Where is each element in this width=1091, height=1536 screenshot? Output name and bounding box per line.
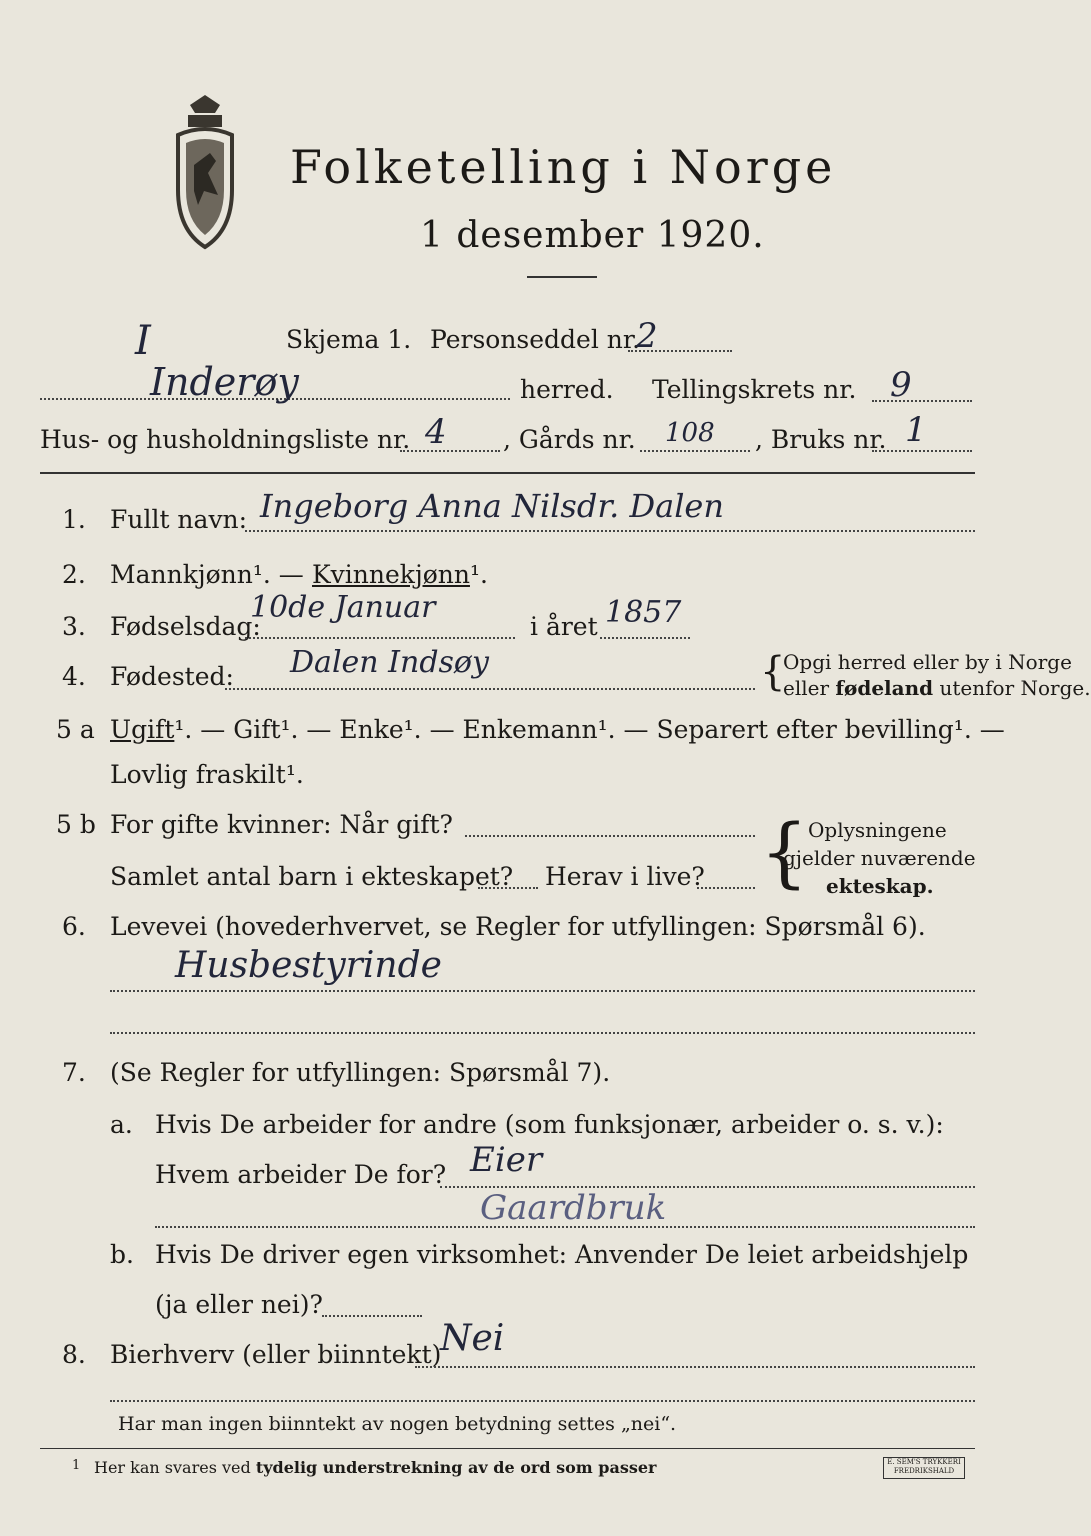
q2-mannkjonn[interactable]: Mannkjønn¹. — — [110, 560, 304, 589]
q3-year-line — [600, 637, 690, 639]
q4-note-line2 — [783, 676, 1091, 700]
personseddel-value[interactable]: 2 — [636, 316, 658, 356]
form-date: 1 desember 1920. — [420, 215, 765, 256]
q5b-label: For gifte kvinner: Når gift? — [110, 810, 453, 839]
footnote-text-a: Her kan svares ved — [94, 1458, 251, 1477]
q4-number: 4. — [62, 662, 86, 691]
norway-coat-of-arms-icon — [160, 95, 250, 255]
q5b-brace: { — [760, 807, 809, 896]
q1-number: 1. — [62, 505, 86, 534]
q3-year-value[interactable]: 1857 — [605, 595, 682, 630]
q5b-barn-label: Samlet antal barn i ekteskapet? — [110, 862, 514, 891]
husliste-label: Hus- og husholdningsliste nr. — [40, 425, 411, 454]
q5a-rest: ¹. — Gift¹. — Enke¹. — Enkemann¹. — Separert efter bevilling¹. — — [174, 715, 1005, 744]
q7a-hvem-label: Hvem arbeider De for? — [155, 1160, 447, 1189]
q7-number: 7. — [62, 1058, 86, 1087]
herred-label: herred. — [520, 375, 614, 404]
q7b-line2-label: (ja eller nei)? — [155, 1290, 323, 1319]
q5b-note-2: gjelder nuværende — [783, 846, 976, 870]
q2-kvinnekjonn-word: Kvinnekjønn — [312, 560, 470, 589]
q7a-label: Hvis De arbeider for andre (som funksjonær, arbeider o. s. v.): — [155, 1110, 944, 1139]
q3-value[interactable]: 10de Januar — [250, 590, 436, 625]
husliste-line — [400, 450, 500, 452]
q3-year-label: i året — [530, 612, 598, 641]
q4-note-utenfor: utenfor Norge. — [939, 676, 1091, 700]
q5b-note-3: ekteskap. — [826, 874, 934, 898]
q7a-value[interactable]: Eier — [470, 1140, 543, 1180]
q1-line — [245, 530, 975, 532]
footnote-text — [94, 1458, 656, 1477]
footer-note: Har man ingen biinntekt av nogen betydning settes „nei“. — [118, 1413, 677, 1435]
q2-kvinnekjonn-sup: ¹. — [469, 560, 488, 589]
skjema-label: Skjema 1. — [286, 325, 412, 354]
q5a-ugift: Ugift — [110, 715, 175, 744]
q6-value[interactable]: Husbestyrinde — [175, 945, 442, 986]
tellingskrets-label: Tellingskrets nr. — [652, 375, 857, 404]
q4-note-eller: eller — [783, 676, 830, 700]
tellingskrets-value[interactable]: 9 — [890, 365, 912, 405]
q5b-note-1: Oplysningene — [808, 818, 947, 842]
q8-line-1 — [415, 1366, 975, 1368]
q7b-number: b. — [110, 1240, 134, 1269]
bruks-line — [872, 450, 972, 452]
printer-line-1: E. SEM'S TRYKKERI — [887, 1458, 961, 1466]
gards-label: , Gårds nr. — [503, 425, 636, 454]
footnote-number: 1 — [72, 1458, 81, 1473]
q3-number: 3. — [62, 612, 86, 641]
q8-value[interactable]: Nei — [440, 1318, 505, 1359]
q4-label: Fødested: — [110, 662, 234, 691]
q5b-number: 5 b — [56, 810, 96, 839]
q8-number: 8. — [62, 1340, 86, 1369]
herred-value[interactable]: Inderøy — [150, 360, 299, 404]
q5b-naar-line — [465, 835, 755, 837]
printer-stamp — [883, 1457, 965, 1479]
q6-label: Levevei (hovederhvervet, se Regler for utfyllingen: Spørsmål 6). — [110, 912, 926, 941]
title-divider — [527, 276, 597, 278]
footer-rule — [40, 1448, 975, 1449]
personseddel-label: Personseddel nr. — [430, 325, 641, 354]
q5b-live-label: Herav i live? — [545, 862, 705, 891]
q6-line-1 — [110, 990, 975, 992]
q7b-label: Hvis De driver egen virksomhet: Anvender De leiet arbeidshjelp — [155, 1240, 969, 1269]
q5b-barn-line — [478, 887, 538, 889]
q5a-options[interactable] — [110, 715, 1005, 744]
q7b-line — [322, 1315, 422, 1317]
q1-label: Fullt navn: — [110, 505, 248, 534]
q8-label: Bierhverv (eller biinntekt) — [110, 1340, 442, 1369]
q5a-fraskilt[interactable]: Lovlig fraskilt¹. — [110, 760, 304, 789]
q2-number: 2. — [62, 560, 86, 589]
q7-label: (Se Regler for utfyllingen: Spørsmål 7). — [110, 1058, 611, 1087]
section-rule — [40, 472, 975, 474]
form-title: Folketelling i Norge — [290, 140, 837, 194]
q4-note-fodeland: fødeland — [835, 676, 934, 700]
q4-value[interactable]: Dalen Indsøy — [290, 645, 489, 680]
q4-brace: { — [760, 649, 786, 695]
q7a-value-2[interactable]: Gaardbruk — [480, 1188, 667, 1228]
tellingskrets-line — [872, 400, 972, 402]
herred-initial: I — [135, 318, 151, 364]
bruks-value[interactable]: 1 — [905, 410, 927, 450]
gards-line — [640, 450, 750, 452]
q8-line-2 — [110, 1400, 975, 1402]
footnote-text-b: tydelig understrekning av de ord som passer — [255, 1458, 657, 1477]
q4-line — [225, 688, 755, 690]
q6-number: 6. — [62, 912, 86, 941]
q2-kvinnekjonn[interactable] — [312, 560, 488, 589]
bruks-label: , Bruks nr. — [755, 425, 887, 454]
q6-line-2 — [110, 1032, 975, 1034]
printer-line-2: FREDRIKSHALD — [893, 1467, 955, 1475]
q7a-number: a. — [110, 1110, 133, 1139]
gards-value[interactable]: 108 — [665, 418, 715, 448]
husliste-value[interactable]: 4 — [425, 412, 447, 452]
q3-line — [245, 637, 515, 639]
q1-value[interactable]: Ingeborg Anna Nilsdr. Dalen — [260, 487, 724, 525]
q5b-live-line — [697, 887, 755, 889]
q4-note-line1: Opgi herred eller by i Norge — [783, 650, 1072, 674]
q3-label: Fødselsdag: — [110, 612, 261, 641]
q5a-number: 5 a — [56, 715, 95, 744]
